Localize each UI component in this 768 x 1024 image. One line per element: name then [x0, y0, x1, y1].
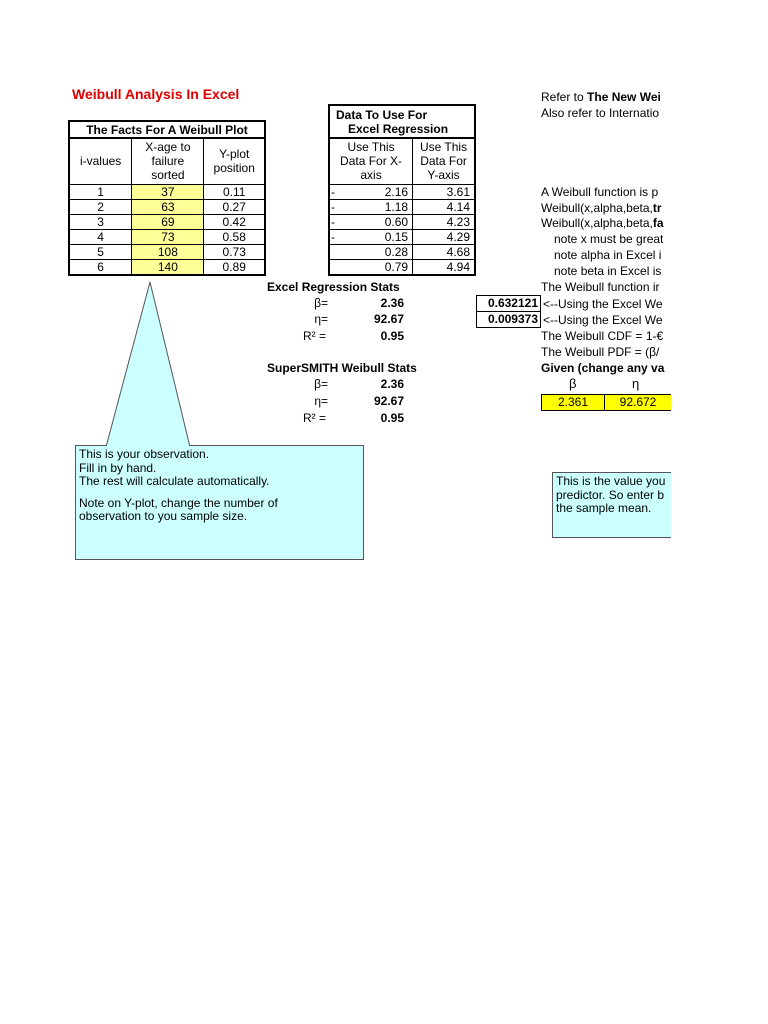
excel-beta-label: β= — [314, 296, 328, 310]
note-line4: Note on Y-plot, change the number of — [79, 495, 278, 510]
given-beta-symbol: β — [569, 376, 577, 391]
col-header-x-age: X-age to failure sorted — [132, 138, 204, 184]
right-text-line5 — [541, 216, 671, 230]
y-axis-cell: 4.14 — [413, 199, 475, 214]
regression-heading-line1: Data To Use For — [336, 107, 428, 122]
given-eta-symbol: η — [632, 376, 640, 391]
x-axis-value: 0.60 — [384, 214, 409, 229]
minus-sign: - — [331, 229, 335, 244]
table-row — [69, 244, 265, 259]
given-eta-input[interactable]: 92.672 — [604, 394, 671, 411]
table-row — [329, 184, 475, 199]
col-header-y-axis: Use This Data For Y-axis — [413, 138, 475, 184]
right-text-line9: The Weibull function ir — [541, 280, 660, 294]
note-line1: This is your observation. — [79, 447, 210, 461]
i-value-cell: 1 — [69, 184, 132, 199]
right-text-line2: Also refer to Internatio — [541, 106, 660, 120]
y-plot-cell: 0.27 — [204, 199, 265, 214]
excel-r2-value: 0.95 — [380, 329, 404, 343]
right-text-line8: note beta in Excel is — [554, 264, 662, 278]
table-row — [69, 229, 265, 244]
x-age-input[interactable]: 73 — [132, 229, 204, 244]
minus-sign: - — [331, 184, 335, 199]
y-axis-cell: 4.94 — [413, 259, 475, 275]
right-text-line1-bold: The New Wei — [587, 90, 661, 104]
x-age-input[interactable]: 108 — [132, 244, 204, 259]
given-beta-input[interactable]: 2.361 — [541, 394, 605, 411]
supersmith-stats-heading: SuperSMITH Weibull Stats — [267, 361, 417, 375]
excel-beta-value: 2.36 — [380, 296, 404, 310]
supersmith-r2-value: 0.95 — [380, 411, 404, 425]
x-axis-value: 1.18 — [384, 199, 409, 214]
minus-sign: - — [331, 214, 335, 229]
y-plot-cell: 0.58 — [204, 229, 265, 244]
regression-heading-line2: Excel Regression — [348, 121, 449, 136]
supersmith-eta-label: η= — [314, 394, 328, 408]
supersmith-eta-value: 92.67 — [373, 394, 404, 408]
table-row — [69, 259, 265, 275]
x-age-input[interactable]: 63 — [132, 199, 204, 214]
table-row — [329, 244, 475, 259]
y-plot-cell: 0.73 — [204, 244, 265, 259]
x-axis-cell — [329, 259, 413, 275]
facts-table-heading: The Facts For A Weibull Plot — [69, 121, 265, 138]
x-age-input[interactable]: 69 — [132, 214, 204, 229]
page-title: Weibull Analysis In Excel — [72, 86, 240, 102]
x-axis-value: 0.79 — [384, 259, 409, 274]
pdf-result-box: 0.009373 — [476, 311, 541, 328]
excel-eta-value: 92.67 — [373, 312, 404, 326]
table-row — [329, 259, 475, 275]
predictor-note — [552, 472, 671, 538]
given-heading: Given (change any va — [541, 361, 665, 375]
x-axis-cell — [329, 244, 413, 259]
right-text-line10: <--Using the Excel We — [543, 297, 663, 311]
supersmith-r2-label: R² = — [302, 411, 326, 425]
y-plot-cell: 0.11 — [204, 184, 265, 199]
right-note-line1: This is the value you — [556, 474, 666, 488]
i-value-cell: 2 — [69, 199, 132, 214]
excel-r2-label: R² = — [302, 329, 326, 343]
y-plot-cell: 0.42 — [204, 214, 265, 229]
col-header-x-axis: Use This Data For X-axis — [329, 138, 413, 184]
y-axis-cell: 4.23 — [413, 214, 475, 229]
supersmith-beta-label: β= — [314, 377, 328, 391]
cdf-result-box: 0.632121 — [476, 295, 541, 312]
regression-table — [328, 104, 476, 276]
y-plot-cell: 0.89 — [204, 259, 265, 275]
callout-join — [107, 445, 189, 447]
callout-pointer — [60, 275, 380, 455]
facts-table — [68, 120, 266, 276]
i-value-cell: 6 — [69, 259, 132, 275]
regression-table-heading — [329, 105, 475, 138]
i-value-cell: 3 — [69, 214, 132, 229]
minus-sign: - — [331, 199, 335, 214]
table-row — [329, 199, 475, 214]
right-text-line5-bold: fa — [652, 216, 664, 230]
col-header-i-values: i-values — [69, 138, 132, 184]
right-note-line3: the sample mean. — [556, 501, 652, 515]
x-axis-cell — [329, 214, 413, 229]
y-axis-cell: 4.68 — [413, 244, 475, 259]
x-axis-cell — [329, 184, 413, 199]
table-row — [69, 184, 265, 199]
table-row — [329, 229, 475, 244]
y-axis-cell: 3.61 — [413, 184, 475, 199]
note-line5: observation to you sample size. — [79, 509, 248, 523]
x-axis-value: 0.28 — [384, 244, 409, 259]
excel-eta-label: η= — [314, 312, 328, 326]
excel-stats-heading: Excel Regression Stats — [267, 280, 400, 294]
right-text-line1 — [541, 90, 671, 104]
right-text-line6: note x must be great — [554, 232, 664, 246]
right-text-line12: The Weibull CDF = 1-€ — [541, 329, 664, 343]
i-value-cell: 5 — [69, 244, 132, 259]
x-axis-value: 2.16 — [384, 184, 409, 199]
right-text-line13: The Weibull PDF = (β/ — [541, 345, 660, 359]
right-text-line4 — [541, 201, 671, 215]
x-axis-value: 0.15 — [384, 229, 409, 244]
right-note-line2: predictor. So enter b — [556, 487, 665, 502]
note-line2: Fill in by hand. — [79, 460, 157, 475]
right-text-line3: A Weibull function is p — [541, 185, 659, 199]
right-text-line1-pre: Refer to — [541, 90, 588, 104]
right-text-line7: note alpha in Excel i — [554, 248, 662, 262]
observation-note — [75, 445, 364, 560]
i-value-cell: 4 — [69, 229, 132, 244]
x-axis-cell — [329, 199, 413, 214]
y-axis-cell: 4.29 — [413, 229, 475, 244]
note-line3: The rest will calculate automatically. — [79, 474, 270, 488]
col-header-y-plot: Y-plot position — [204, 138, 265, 184]
right-text-line11: <--Using the Excel We — [543, 313, 663, 327]
right-text-line5-pre: Weibull(x,alpha,beta, — [541, 216, 653, 230]
table-row — [329, 214, 475, 229]
right-text-line4-bold: tr — [652, 201, 662, 215]
x-axis-cell — [329, 229, 413, 244]
table-row — [69, 214, 265, 229]
x-age-input[interactable]: 140 — [132, 259, 204, 275]
right-text-line4-pre: Weibull(x,alpha,beta, — [541, 201, 653, 215]
table-row — [69, 199, 265, 214]
supersmith-beta-value: 2.36 — [380, 377, 404, 391]
x-age-input[interactable]: 37 — [132, 184, 204, 199]
